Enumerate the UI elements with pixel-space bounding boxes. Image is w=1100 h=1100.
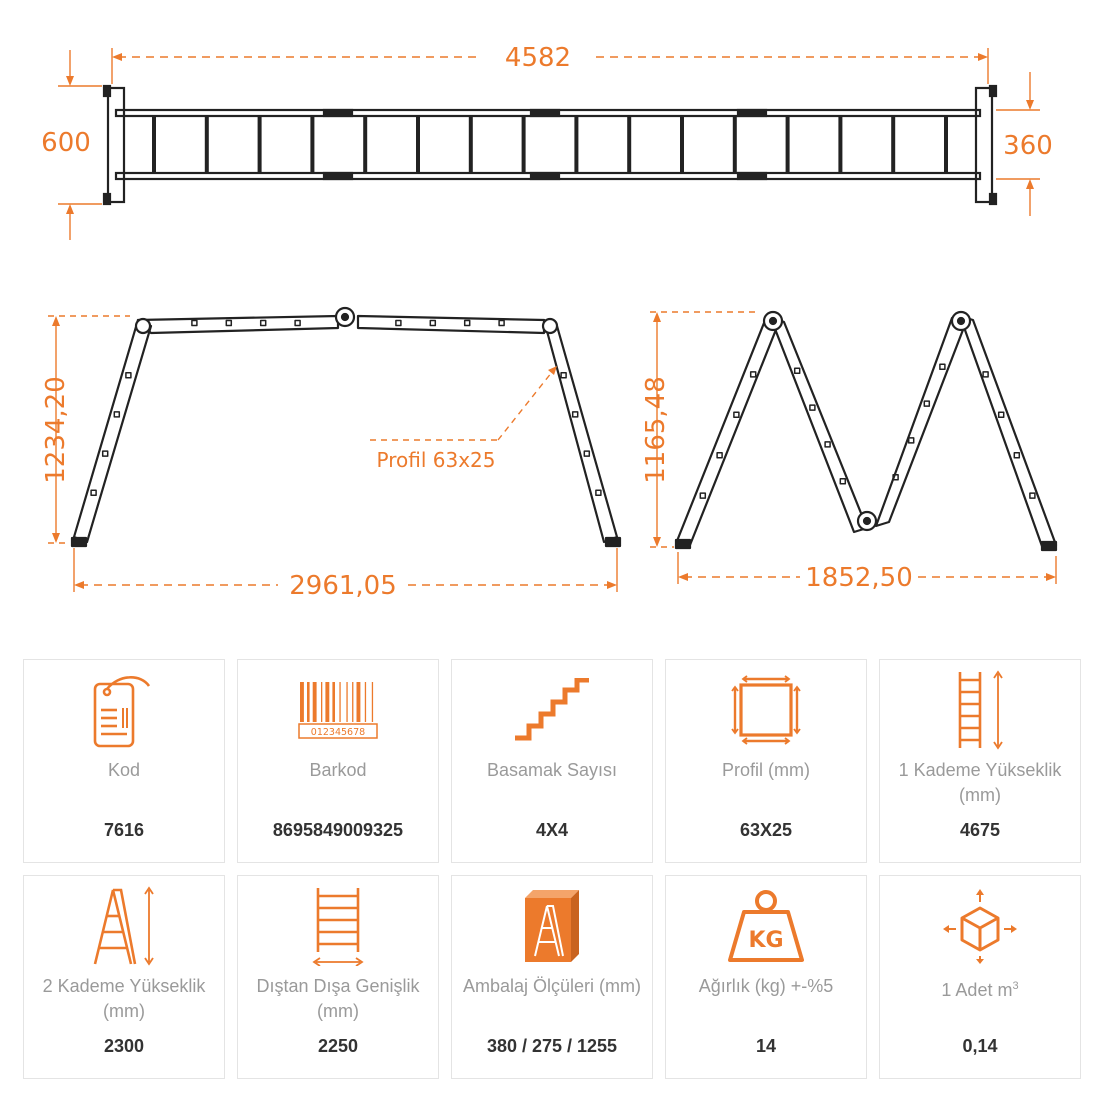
barcode-bar: [332, 682, 335, 722]
rivet-hole: [924, 401, 929, 406]
hinge: [324, 173, 352, 179]
barcode-bar: [346, 682, 347, 722]
ladder-width-icon: [310, 886, 366, 966]
rivet-hole: [893, 475, 898, 480]
spec-label: Basamak Sayısı: [486, 760, 618, 780]
weight-kg-text: KG: [748, 928, 784, 953]
spec-card-code: [23, 659, 225, 863]
tag-icon: [89, 670, 159, 750]
spec-card-volume: [879, 875, 1081, 1079]
rivet-hole: [810, 405, 815, 410]
rivet-hole: [192, 321, 197, 326]
rivet-hole: [734, 412, 739, 417]
ladder-rung: [733, 116, 737, 173]
top-view-ladder: [104, 86, 996, 204]
spec-card-profile: [665, 659, 867, 863]
spec-card-width: [237, 875, 439, 1079]
spec-card-barcode: [237, 659, 439, 863]
barcode-bar: [325, 682, 329, 722]
rivet-hole: [573, 412, 578, 417]
dim-a-span-label: 2961,05: [289, 571, 397, 601]
barcode-bar: [372, 682, 373, 722]
hinge: [738, 110, 766, 116]
ladder-rung: [680, 116, 684, 173]
rivet-hole: [1030, 493, 1035, 498]
barcode-bar: [300, 682, 304, 722]
spec-card-weight: [665, 875, 867, 1079]
spec-value: 2300: [103, 1036, 145, 1056]
dim-width-inner-label: 360: [1003, 131, 1053, 161]
rivet-hole: [940, 364, 945, 369]
spec-value: 7616: [103, 820, 145, 840]
spec-label: Barkod: [309, 760, 367, 780]
m-frame-ladder: [676, 312, 1056, 550]
ladder-rung: [944, 116, 948, 173]
weight-icon: [728, 888, 804, 964]
stepladder-height-icon: [91, 886, 157, 966]
ladder-rung: [891, 116, 895, 173]
rivet-hole: [596, 490, 601, 495]
dim-a-height-label: 1234,20: [41, 376, 71, 484]
rivet-hole: [717, 453, 722, 458]
barcode-bar: [307, 682, 310, 722]
spec-label-superscript: 3: [1012, 980, 1019, 992]
spec-label: 2 Kademe Yükseklik (mm): [42, 976, 206, 1021]
barcode-digits: 012345678: [310, 727, 366, 738]
spec-value: 0,14: [962, 1036, 998, 1056]
dim-m-height-label: 1165,48: [641, 376, 671, 484]
spec-label: [886, 974, 1074, 1003]
ladder-rung: [205, 116, 209, 173]
ladder-height-icon: [950, 670, 1010, 750]
m-frame-dimensions: [650, 312, 1056, 584]
rivet-hole: [795, 368, 800, 373]
spec-value: 4X4: [535, 820, 569, 840]
barcode-bar: [357, 682, 361, 722]
spec-card-height-2: [23, 875, 225, 1079]
ladder-rung: [363, 116, 367, 173]
profile-square-icon: [731, 675, 801, 745]
ladder-rung: [786, 116, 790, 173]
spec-card-steps: [451, 659, 653, 863]
ladder-rung: [522, 116, 526, 173]
spec-card-height-1: [879, 659, 1081, 863]
barcode-bar: [352, 682, 353, 722]
spec-value: 14: [755, 1036, 777, 1056]
ladder-rung: [838, 116, 842, 173]
stairs-icon: [513, 678, 591, 742]
package-icon: [519, 886, 585, 966]
spec-label: Dıştan Dışa Genişlik (mm): [256, 976, 420, 1021]
barcode-bar: [339, 682, 340, 722]
rivet-hole: [114, 412, 119, 417]
hinge: [531, 110, 559, 116]
a-frame-ladder: [72, 308, 620, 546]
ladder-rung: [574, 116, 578, 173]
spec-card-package: [451, 875, 653, 1079]
rivet-hole: [1014, 453, 1019, 458]
spec-value: 63X25: [739, 820, 793, 840]
barcode-bar: [365, 682, 366, 722]
ladder-rung: [152, 116, 156, 173]
rivet-hole: [499, 321, 504, 326]
dim-m-span-label: 1852,50: [805, 563, 913, 593]
ladder-rung: [469, 116, 473, 173]
spec-grid: [23, 659, 1082, 1081]
rivet-hole: [700, 493, 705, 498]
hinge: [531, 173, 559, 179]
rivet-hole: [91, 490, 96, 495]
spec-label-text: 1 Adet m: [941, 980, 1013, 1000]
rivet-hole: [295, 321, 300, 326]
ladder-rung: [310, 116, 314, 173]
dim-width-outer-label: 600: [41, 128, 91, 158]
rivet-hole: [999, 412, 1004, 417]
a-frame-dimensions: [48, 316, 617, 592]
rivet-hole: [909, 438, 914, 443]
ladder-rung: [416, 116, 420, 173]
rivet-hole: [840, 479, 845, 484]
rivet-hole: [825, 442, 830, 447]
rivet-hole: [561, 373, 566, 378]
dim-length-label: 4582: [504, 43, 572, 73]
rivet-hole: [983, 372, 988, 377]
rivet-hole: [226, 321, 231, 326]
rivet-hole: [430, 321, 435, 326]
spec-value: 2250: [317, 1036, 359, 1056]
cube-icon: [942, 888, 1018, 964]
spec-label: 1 Kademe Yükseklik (mm): [898, 760, 1062, 805]
spec-label: Ambalaj Ölçüleri (mm): [462, 976, 642, 996]
barcode-bar: [313, 682, 317, 722]
spec-label: Profil (mm): [722, 760, 810, 780]
rivet-hole: [751, 372, 756, 377]
rivet-hole: [465, 321, 470, 326]
profile-note-label: Profil 63x25: [376, 448, 496, 472]
rivet-hole: [396, 321, 401, 326]
rivet-hole: [126, 373, 131, 378]
spec-label: Ağırlık (kg) +-%5: [698, 976, 834, 996]
rivet-hole: [261, 321, 266, 326]
rivet-hole: [584, 451, 589, 456]
ladder-rung: [258, 116, 262, 173]
ladder-rung: [627, 116, 631, 173]
rivet-hole: [103, 451, 108, 456]
spec-value: 380 / 275 / 1255: [486, 1036, 618, 1056]
spec-value: 4675: [959, 820, 1001, 840]
hinge: [738, 173, 766, 179]
spec-label: Kod: [107, 760, 141, 780]
hinge: [324, 110, 352, 116]
spec-value: 8695849009325: [272, 820, 404, 840]
barcode-icon: [298, 680, 378, 740]
barcode-bar: [321, 682, 322, 722]
